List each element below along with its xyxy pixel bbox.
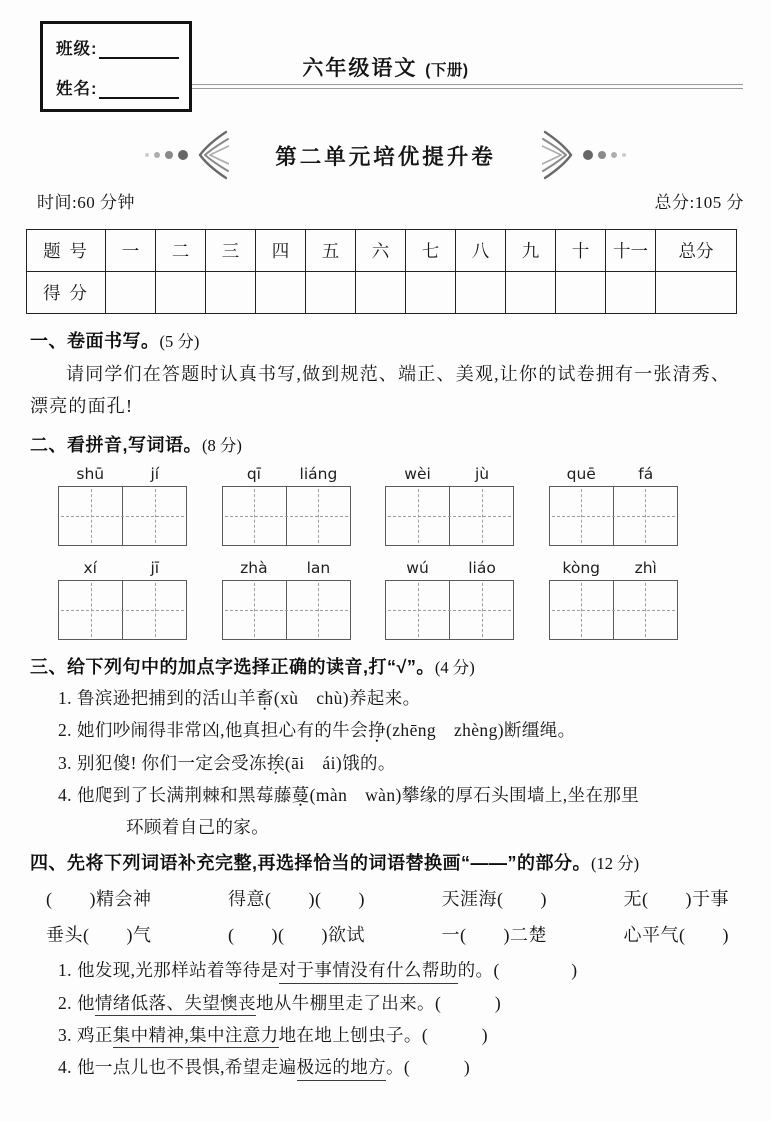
pinyin-word [222, 559, 351, 640]
writing-grid[interactable] [222, 486, 351, 546]
pinyin-row-1 [58, 465, 678, 546]
paper-meta [37, 188, 744, 213]
col-header: 八 [456, 230, 506, 272]
idiom-blank-row-2 [30, 921, 745, 947]
score-cell[interactable] [106, 272, 156, 314]
underlined-phrase: 集中精神,集中注意力 [113, 1025, 279, 1049]
paper-body [0, 318, 771, 1086]
idiom-blank[interactable]: 无( )于事 [623, 889, 729, 910]
score-cell[interactable] [456, 272, 506, 314]
paper-title: 第二单元培优提升卷 [275, 144, 496, 169]
col-header: 二 [156, 230, 206, 272]
pinyin-choice[interactable]: (màn wàn) [309, 784, 402, 805]
question-item: 1. 他发现,光那样站着等待是对于事情没有什么帮助的。( ) [30, 957, 745, 983]
question-number-label: 题 号 [27, 230, 106, 272]
banner-dots-left-icon [145, 150, 188, 160]
question-item: 2. 她们吵闹得非常凶,他真担心有的牛会挣(zhēng zhèng)断缰绳。 [58, 720, 576, 741]
pinyin-label: shū jí [76, 465, 160, 484]
writing-grid[interactable] [58, 486, 187, 546]
pinyin-label: quē fá [566, 465, 654, 484]
paper-header [0, 0, 771, 228]
pinyin-word [385, 559, 514, 640]
score-cell[interactable] [356, 272, 406, 314]
question-item: 4. 他爬到了长满荆棘和黑莓藤蔓(màn wàn)攀缘的厚石头围墙上,坐在那里 [58, 784, 640, 805]
answer-blank[interactable]: ( ) [421, 1024, 488, 1045]
dotted-char: 畜 [255, 688, 274, 709]
pinyin-word [222, 465, 351, 546]
score-table-header-row [27, 230, 737, 272]
dotted-char: 挨 [266, 752, 285, 773]
time-limit: 时间:60 分钟 [37, 193, 135, 212]
writing-grid[interactable] [385, 580, 514, 640]
score-table [26, 229, 737, 314]
writing-grid[interactable] [222, 580, 351, 640]
score-cell[interactable] [156, 272, 206, 314]
banner-dots-right-icon [583, 150, 626, 160]
total-score: 总分:105 分 [654, 193, 744, 212]
pinyin-label: qī liáng [246, 465, 338, 484]
header-divider [192, 84, 743, 89]
idiom-blank[interactable]: ( )( )欲试 [228, 925, 365, 946]
book-volume-text: (下册) [425, 62, 469, 79]
writing-grid[interactable] [549, 580, 678, 640]
pinyin-label: xí jī [83, 559, 160, 578]
section4-heading: 四、先将下列词语补充完整,再选择恰当的词语替换画“——”的部分。(12 分) [30, 853, 640, 874]
pinyin-choice[interactable]: (xù chù) [273, 688, 349, 709]
idiom-blank[interactable]: 天涯海( ) [441, 889, 547, 910]
name-label: 姓名: [56, 80, 98, 98]
dotted-char: 蔓 [291, 784, 310, 805]
question-item: 3. 别犯傻! 你们一定会受冻挨(āi ái)饿的。 [58, 752, 396, 773]
pinyin-label: wú liáo [406, 559, 496, 578]
pinyin-label: zhà lan [240, 559, 331, 578]
section2-heading: 二、看拼音,写词语。(8 分) [30, 435, 242, 456]
score-cell[interactable] [506, 272, 556, 314]
name-blank-line[interactable] [99, 92, 180, 99]
score-cell[interactable] [256, 272, 306, 314]
answer-blank[interactable]: ( ) [434, 992, 502, 1013]
question-item: 4. 他一点儿也不畏惧,希望走遍极远的地方。( ) [30, 1054, 745, 1080]
score-cell[interactable] [606, 272, 656, 314]
idiom-blank[interactable]: 垂头( )气 [46, 925, 152, 946]
col-header: 四 [256, 230, 306, 272]
writing-grid[interactable] [58, 580, 187, 640]
section3-heading: 三、给下列句中的加点字选择正确的读音,打“√”。(4 分) [30, 657, 475, 678]
class-label: 班级: [56, 40, 98, 58]
book-title [0, 52, 771, 82]
writing-grid[interactable] [385, 486, 514, 546]
question-item: 3. 鸡正集中精神,集中注意力地在地上刨虫子。( ) [30, 1022, 745, 1048]
book-title-text: 六年级语文 [302, 57, 418, 80]
idiom-blank-row-1 [30, 885, 745, 911]
pinyin-label: wèi jù [404, 465, 490, 484]
underlined-phrase: 对于事情没有什么帮助 [279, 960, 458, 984]
col-header: 三 [206, 230, 256, 272]
score-cell[interactable] [656, 272, 737, 314]
score-cell[interactable] [556, 272, 606, 314]
col-header: 总分 [656, 230, 737, 272]
pinyin-label: kòng zhì [562, 559, 657, 578]
idiom-blank[interactable]: 心平气( ) [623, 925, 729, 946]
col-header: 一 [106, 230, 156, 272]
pinyin-word [58, 559, 187, 640]
score-cell[interactable] [206, 272, 256, 314]
banner-bracket-left-icon [197, 129, 229, 181]
answer-blank[interactable]: ( ) [493, 960, 578, 981]
col-header: 七 [406, 230, 456, 272]
col-header: 六 [356, 230, 406, 272]
score-cell[interactable] [306, 272, 356, 314]
col-header: 十 [556, 230, 606, 272]
question-item: 2. 他情绪低落、失望懊丧地从牛棚里走了出来。( ) [30, 990, 745, 1016]
col-header: 九 [506, 230, 556, 272]
banner-bracket-right-icon [542, 129, 574, 181]
idiom-blank[interactable]: 得意( )( ) [228, 889, 365, 910]
pinyin-choice[interactable]: (zhēng zhèng) [386, 720, 504, 741]
pinyin-word [549, 559, 678, 640]
underlined-phrase: 情绪低落、失望懊丧 [95, 993, 256, 1017]
col-header: 五 [306, 230, 356, 272]
paper-title-banner [0, 129, 771, 181]
answer-blank[interactable]: ( ) [403, 1057, 471, 1078]
pinyin-word [549, 465, 678, 546]
section1-body: 请同学们在答题时认真书写,做到规范、端正、美观,让你的试卷拥有一张清秀、 漂亮的面孔! [30, 364, 731, 417]
question-item-continuation: 环顾着自己的家。 [126, 817, 270, 838]
pinyin-word [58, 465, 187, 546]
score-cell[interactable] [406, 272, 456, 314]
col-header: 十一 [606, 230, 656, 272]
question-item: 1. 鲁滨逊把捕到的活山羊畜(xù chù)养起来。 [58, 688, 421, 709]
underlined-phrase: 极远的地方 [297, 1057, 387, 1081]
score-table-score-row [27, 272, 737, 314]
dotted-char: 挣 [368, 720, 387, 741]
idiom-blank[interactable]: 一( )二楚 [441, 925, 547, 946]
idiom-blank[interactable]: ( )精会神 [46, 889, 152, 910]
pinyin-word [385, 465, 514, 546]
pinyin-choice[interactable]: (āi ái) [284, 752, 343, 773]
pinyin-row-2 [58, 559, 678, 640]
section1-heading: 一、卷面书写。(5 分) [30, 331, 200, 351]
score-label: 得 分 [27, 272, 106, 314]
writing-grid[interactable] [549, 486, 678, 546]
